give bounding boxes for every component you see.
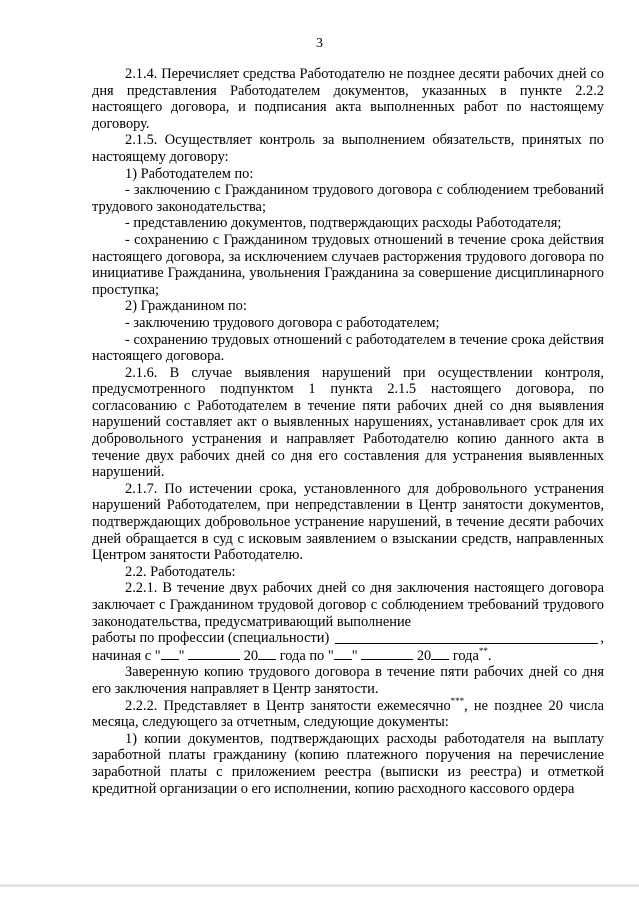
clause-2-1-5-item-1b: - представлению документов, подтверждающих расходы Работодателя; (125, 215, 562, 232)
scan-edge (0, 884, 639, 887)
footnote-marker-triple: *** (450, 695, 465, 706)
period-start-label: начиная с " (92, 647, 161, 664)
clause-2-2-2-tail: , не позднее 20 числа месяца, следующего за отчетным, следующие документы: (92, 697, 604, 731)
period-middle-label: года по " (279, 647, 334, 664)
clause-2-1-7: 2.1.7. По истечении срока, установленного для добровольного устранения нарушений Работодателем, при непредставлении в Центр занятости документов, подтверждающих добровольное устранение нарушений, в течение десяти рабочих дней обращается в суд с исковым заявлением о взыскании средств, направленных Центром занятости Работодателю. (92, 480, 604, 564)
start-quote: " (178, 647, 185, 664)
end-day-blank (334, 647, 352, 660)
start-year-prefix: 20 (243, 647, 259, 664)
clause-2-1-4: 2.1.4. Перечисляет средства Работодателю не позднее десяти рабочих дней со дня представления Работодателем документов, указанных в пункте 2.2.2 настоящего договора, и подписания акта выполненных работ по настоящему договору. (92, 66, 604, 132)
clause-2-2-2-item-1: 1) копии документов, подтверждающих расходы работодателя на выплату заработной платы гражданину (копию платежного поручения на перечисление заработной платы с приложением реестра (выписки из реестра) и отметкой кредитной организации о его исполнении, копию расходного кассового ордера (92, 730, 604, 797)
start-day-blank (161, 647, 179, 660)
clause-2-1-6: 2.1.6. В случае выявления нарушений при осуществлении контроля, предусмотренного подпунктом 1 пункта 2.1.5 настоящего договора, по согласованию с Работодателем в течение пяти рабочих дней со дня выявления нарушений составляет акт о выявленных нарушениях, устанавливает срок для их добровольного устранения и направляет Работодателю копию данного акта в течение двух рабочих дней со дня его составления для устранения выявленных нарушений. (92, 364, 604, 481)
clause-2-2-1: 2.2.1. В течение двух рабочих дней со дня заключения настоящего договора заключает с Гражданином трудовой договор с соблюдением требований трудового законодательства, предусматривающий выполнение (92, 580, 604, 630)
profession-line (92, 630, 604, 647)
clause-2-1-5-item-2a: - заключению трудового договора с работодателем; (125, 314, 440, 331)
start-year-blank (258, 647, 276, 660)
clause-2-1-5-item-1: 1) Работодателем по: (125, 165, 254, 182)
clause-2-1-5: 2.1.5. Осуществляет контроль за выполнением обязательств, принятых по настоящему договору: (92, 132, 604, 165)
clause-2-1-5-item-1a: - заключению с Гражданином трудового договора с соблюдением требований трудового законодательства; (92, 182, 604, 215)
end-year-blank (431, 647, 449, 660)
document-body (92, 66, 604, 797)
footnote-marker-double: ** (478, 645, 488, 656)
clause-2-2-2-lead: 2.2.2. Представляет в Центр занятости ежемесячно (125, 697, 451, 714)
end-month-blank (361, 647, 413, 660)
profession-blank (335, 642, 598, 644)
profession-label: работы по профессии (специальности) (92, 630, 330, 647)
clause-2-2: 2.2. Работодатель: (125, 563, 236, 580)
period-end-label: года (452, 647, 479, 664)
end-year-prefix: 20 (416, 647, 432, 664)
employment-period-line (92, 647, 604, 665)
profession-comma: , (600, 630, 604, 647)
clause-2-1-5-item-1c: - сохранению с Гражданином трудовых отношений в течение срока действия настоящего договора, за исключением случаев расторжения трудового договора по инициативе Гражданина, увольнения Гражданина за совершение дисциплинарного проступка; (92, 231, 604, 298)
page-number: 3 (316, 36, 323, 51)
start-month-blank (188, 647, 240, 660)
contract-copy-clause: Заверенную копию трудового договора в течение пяти рабочих дней со дня его заключения направляет в Центр занятости. (92, 664, 604, 697)
end-quote: " (351, 647, 358, 664)
clause-2-1-5-item-2b: - сохранению трудовых отношений с работодателем в течение срока действия настоящего договора. (92, 331, 604, 365)
period-end-dot: . (487, 647, 492, 664)
clause-2-1-5-item-2: 2) Гражданином по: (125, 298, 247, 315)
clause-2-2-2 (92, 695, 604, 731)
